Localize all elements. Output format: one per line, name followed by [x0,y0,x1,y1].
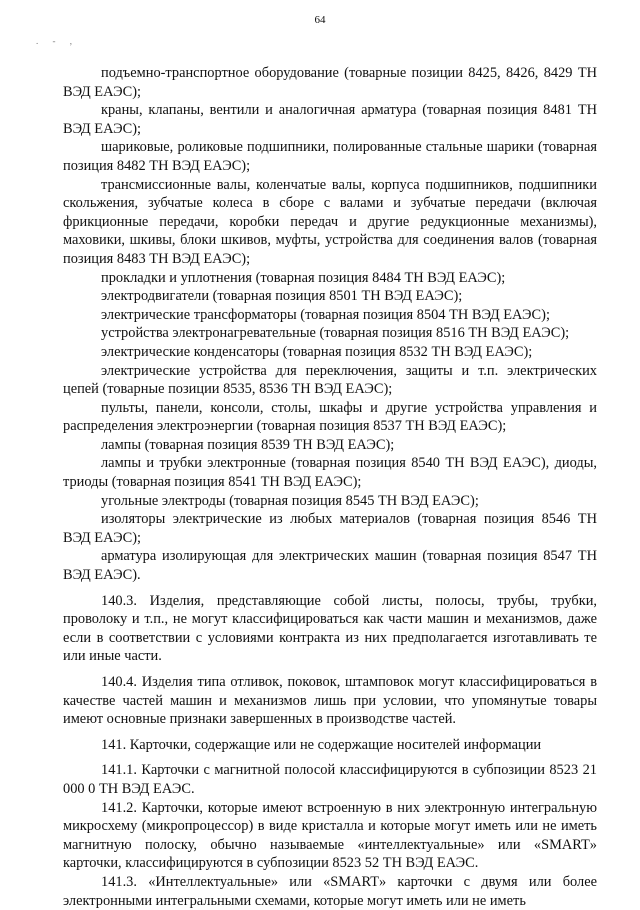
clause-140-3: 140.3. Изделия, представляющие собой листы, полосы, трубы, трубки, проволоку и т.п., не могут классифицироваться как части машин и механизмов, даже если в соответствии с условиями контракта из них предполагается изготавливать те или иные части. [63,592,597,665]
list-item-insulators: изоляторы электрические из любых материалов (товарная позиция 8546 ТН ВЭД ЕАЭС); [63,511,597,546]
list-item-control-panels: пульты, панели, консоли, столы, шкафы и другие устройства управления и распределения электроэнергии (товарная позиция 8537 ТН ВЭД ЕАЭС); [63,399,597,435]
list-item-transformers: электрические трансформаторы (товарная позиция 8504 ТН ВЭД ЕАЭС); [101,306,550,323]
page-number: 64 [314,14,326,26]
list-item-capacitors: электрические конденсаторы (товарная позиция 8532 ТН ВЭД ЕАЭС); [101,343,533,360]
list-item-electric-motors: электродвигатели (товарная позиция 8501 ТН ВЭД ЕАЭС); [101,288,463,305]
section-141-heading: 141. Карточки, содержащие или не содержащие носителей информации [101,736,542,753]
clause-141-3: 141.3. «Интеллектуальные» или «SMART» карточки с двумя или более электронными интегральными схемами, которые могут иметь или не иметь [63,873,597,909]
list-item-carbon-electrodes: угольные электроды (товарная позиция 8545 ТН ВЭД ЕАЭС); [101,492,479,509]
list-item-switching-devices: электрические устройства для переключения, защиты и т.п. электрических цепей (товарные позиции 8535, 8536 ТН ВЭД ЕАЭС); [63,362,597,398]
list-item-bearings: шариковые, роликовые подшипники, полированные стальные шарики (товарная позиция 8482 ТН ВЭД ЕАЭС); [63,139,597,174]
clause-140-4: 140.4. Изделия типа отливок, поковок, штамповок могут классифицироваться в качестве частей машин и механизмов лишь при условии, что упомянутые товары имеют основные признаки завершенных в производстве частей. [63,674,597,728]
list-item-gaskets: прокладки и уплотнения (товарная позиция 8484 ТН ВЭД ЕАЭС); [101,269,506,286]
clause-141-1: 141.1. Карточки с магнитной полосой классифицируются в субпозиции 8523 21 000 0 ТН ВЭД ЕАЭС. [63,762,597,797]
list-item-heating-devices: устройства электронагревательные (товарная позиция 8516 ТН ВЭД ЕАЭС); [101,325,570,342]
list-item-lifting-equipment: подъемно-транспортное оборудование (товарные позиции 8425, 8426, 8429 ТН ВЭД ЕАЭС); [63,65,597,100]
list-item-transmission-shafts: трансмиссионные валы, коленчатые валы, корпуса подшипников, подшипники скольжения, зубчатые колеса в сборе с валами и зубчатые передачи (включая фрикционные передачи, коробки передач и другие редукционные механизмы), маховики, шкивы, блоки шкивов, муфты, устройства для соединения валов (товарная позиция 8483 ТН ВЭД ЕАЭС); [63,176,597,267]
list-item-insulating-fittings: арматура изолирующая для электрических машин (товарная позиция 8547 ТН ВЭД ЕАЭС). [63,548,597,584]
list-item-lamps: лампы (товарная позиция 8539 ТН ВЭД ЕАЭС); [101,436,395,453]
clause-141-2: 141.2. Карточки, которые имеют встроенную в них электронную интегральную микросхему (микропроцессор) в виде кристалла и которые могут иметь или не иметь магнитную полоску, обычно называемые «интеллектуальные» или «SMART» карточки, классифицируются в субпозиции 8523 52 ТН ВЭД ЕАЭС. [63,799,597,872]
list-item-valves: краны, клапаны, вентили и аналогичная арматура (товарная позиция 8481 ТН ВЭД ЕАЭС); [63,102,597,137]
body-text [63,64,597,910]
scan-marks: . - , [36,36,78,46]
list-item-electronic-tubes: лампы и трубки электронные (товарная позиция 8540 ТН ВЭД ЕАЭС), диоды, триоды (товарная позиция 8541 ТН ВЭД ЕАЭС); [63,455,597,491]
